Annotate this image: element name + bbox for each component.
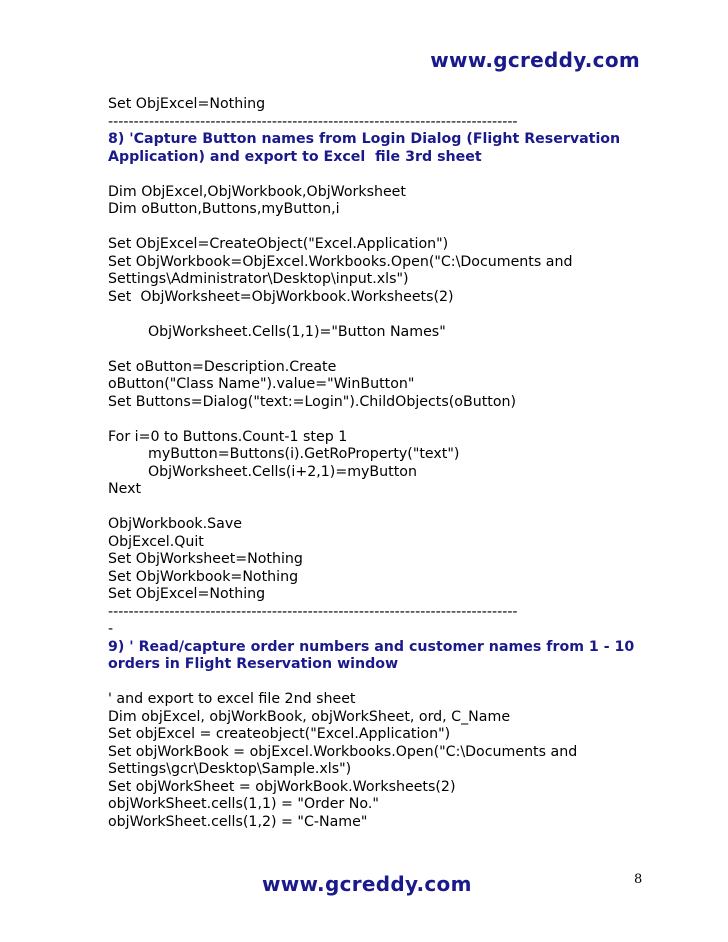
code-line: -------------------------------------------------------------------------------- — [108, 603, 518, 620]
code-line: oButton("Class Name").value="WinButton" — [108, 376, 415, 392]
blank-line — [108, 411, 648, 429]
section-heading-line: Application) and export to Excel file 3rd sheet — [108, 148, 482, 165]
header-url: www.gcreddy.com — [430, 48, 640, 72]
code-line: Dim oButton,Buttons,myButton,i — [108, 201, 340, 217]
blank-line — [108, 219, 648, 237]
code-line: Set objWorkSheet = objWorkBook.Worksheets(2) — [108, 778, 456, 795]
code-line: Set objExcel = createobject("Excel.Application") — [108, 726, 451, 742]
code-line-indented: myButton=Buttons(i).GetRoProperty("text") — [148, 446, 460, 462]
code-line: Set oButton=Description.Create — [108, 358, 337, 375]
code-line: Settings\gcr\Desktop\Sample.xls") — [108, 761, 352, 777]
code-line: -------------------------------------------------------------------------------- — [108, 113, 518, 130]
code-line: Set ObjWorkbook=Nothing — [108, 568, 299, 585]
code-line: For i=0 to Buttons.Count-1 step 1 — [108, 428, 348, 445]
section-heading-line: 9) ' Read/capture order numbers and customer names from 1 - 10 — [108, 638, 635, 655]
code-line: Set ObjWorkbook=ObjExcel.Workbooks.Open("C:\Documents and — [108, 253, 573, 270]
code-line: - — [108, 621, 114, 637]
code-line: objWorkSheet.cells(1,2) = "C-Name" — [108, 813, 368, 830]
code-line-indented: ObjWorksheet.Cells(1,1)="Button Names" — [148, 323, 446, 340]
code-line: Set Buttons=Dialog("text:=Login").ChildObjects(oButton) — [108, 393, 517, 410]
code-line: Set ObjExcel=CreateObject("Excel.Application") — [108, 236, 449, 252]
code-line: Settings\Administrator\Desktop\input.xls") — [108, 271, 409, 287]
code-line: ' and export to excel file 2nd sheet — [108, 691, 356, 707]
code-line: Set objWorkBook = objExcel.Workbooks.Open("C:\Documents and — [108, 743, 578, 760]
code-line: Set ObjWorksheet=ObjWorkbook.Worksheets(2) — [108, 288, 454, 305]
section-heading-line: orders in Flight Reservation window — [108, 656, 399, 672]
code-line: Dim objExcel, objWorkBook, objWorkSheet, ord, C_Name — [108, 708, 511, 725]
footer-url: www.gcreddy.com — [262, 872, 472, 896]
page-number: 8 — [634, 872, 643, 887]
code-line: Next — [108, 481, 142, 497]
code-line: Set ObjExcel=Nothing — [108, 586, 266, 602]
code-line: Set ObjWorksheet=Nothing — [108, 551, 303, 567]
code-line-indented: ObjWorksheet.Cells(i+2,1)=myButton — [148, 463, 417, 480]
code-line: Set ObjExcel=Nothing — [108, 96, 266, 112]
blank-line — [108, 306, 648, 324]
code-line: ObjWorkbook.Save — [108, 516, 242, 532]
document-body — [108, 96, 648, 831]
code-line: Dim ObjExcel,ObjWorkbook,ObjWorksheet — [108, 183, 406, 200]
code-line: objWorkSheet.cells(1,1) = "Order No." — [108, 796, 379, 812]
blank-line — [108, 166, 648, 184]
blank-line — [108, 341, 648, 359]
section-heading-line: 8) 'Capture Button names from Login Dialog (Flight Reservation — [108, 131, 621, 147]
blank-line — [108, 674, 648, 692]
code-line: ObjExcel.Quit — [108, 533, 204, 550]
blank-line — [108, 499, 648, 517]
